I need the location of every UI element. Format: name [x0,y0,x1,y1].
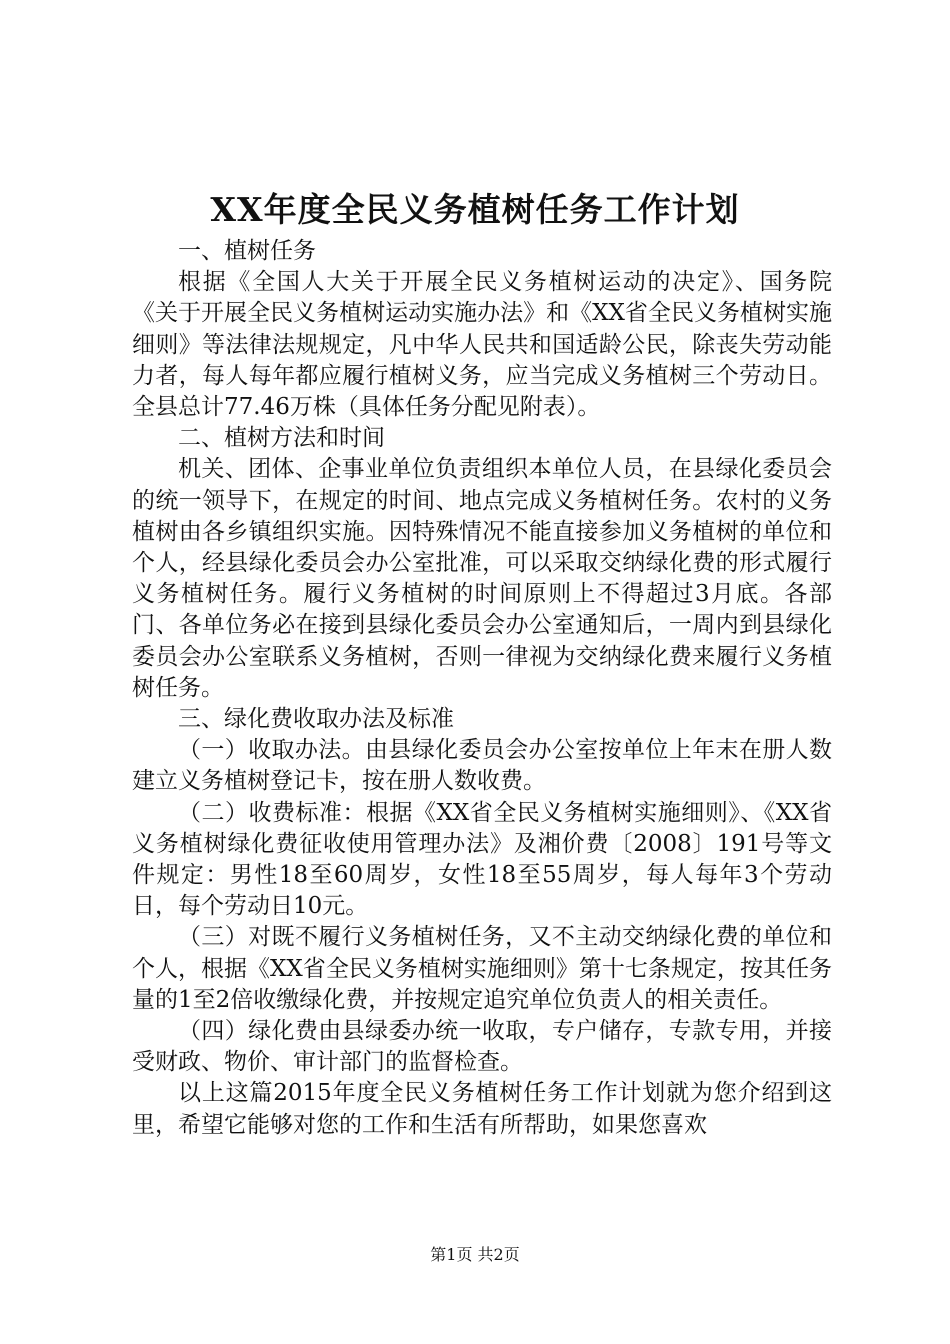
paragraph: 机关、团体、企事业单位负责组织本单位人员，在县绿化委员会的统一领导下，在规定的时间、地点完成义务植树任务。农村的义务植树由各乡镇组织实施。因特殊情况不能直接参加义务植树的单位和个人，经县绿化委员会办公室批准，可以采取交纳绿化费的形式履行义务植树任务。履行义务植树的时间原则上不得超过3月底。各部门、各单位务必在接到县绿化委员会办公室通知后，一周内到县绿化委员会办公室联系义务植树，否则一律视为交纳绿化费来履行义务植树任务。 [132,456,832,701]
paragraph: 根据《全国人大关于开展全民义务植树运动的决定》、国务院《关于开展全民义务植树运动实施办法》和《XX省全民义务植树实施细则》等法律法规规定，凡中华人民共和国适龄公民，除丧失劳动能力者，每人每年都应履行植树义务，应当完成义务植树三个劳动日。全县总计77.46万株（具体任务分配见附表）。 [132,269,832,421]
document-title: XX年度全民义务植树任务工作计划 [210,190,740,229]
section-heading-3: 三、绿化费收取办法及标准 [178,706,454,733]
paragraph: （三）对既不履行义务植树任务，又不主动交纳绿化费的单位和个人，根据《XX省全民义务植树实施细则》第十七条规定，按其任务量的1至2倍收缴绿化费，并按规定追究单位负责人的相关责任。 [132,924,832,1013]
section-heading-2: 二、植树方法和时间 [178,425,385,452]
document-body [132,236,832,1141]
paragraph: （四）绿化费由县绿委办统一收取，专户储存，专款专用，并接受财政、物价、审计部门的监督检查。 [132,1018,832,1076]
paragraph: （二）收费标准：根据《XX省全民义务植树实施细则》、《XX省义务植树绿化费征收使用管理办法》及湘价费〔2008〕191号等文件规定：男性18至60周岁，女性18至55周岁，每人每年3个劳动日，每个劳动日10元。 [132,799,832,920]
paragraph: 以上这篇2015年度全民义务植树任务工作计划就为您介绍到这里，希望它能够对您的工作和生活有所帮助，如果您喜欢 [132,1080,832,1138]
paragraph: （一）收取办法。由县绿化委员会办公室按单位上年末在册人数建立义务植树登记卡，按在册人数收费。 [132,737,832,795]
page-number-footer: 第1页 共2页 [430,1245,520,1264]
section-heading-1: 一、植树任务 [178,238,316,264]
